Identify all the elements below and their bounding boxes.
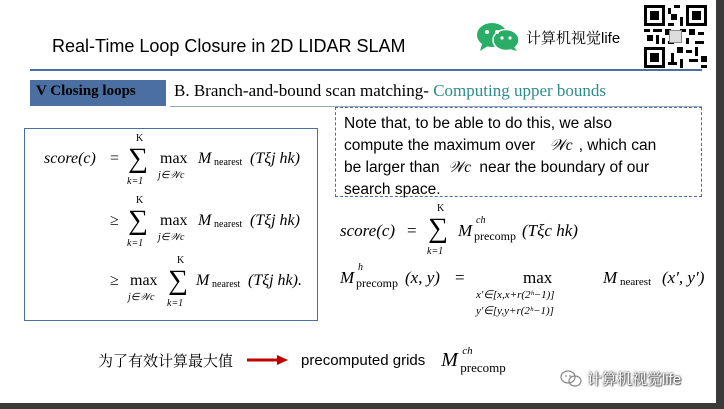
equals-sign: = bbox=[110, 150, 120, 167]
sum-sign: ∑ bbox=[428, 213, 448, 244]
equals-sign: = bbox=[455, 268, 465, 287]
max-subscript: j∈𝒲c bbox=[158, 170, 185, 181]
m-nearest: M bbox=[603, 268, 618, 287]
sum-lower: k=1 bbox=[127, 176, 144, 187]
slide-title: Real-Time Loop Closure in 2D LIDAR SLAM bbox=[52, 36, 406, 56]
h-sup: h bbox=[358, 262, 363, 273]
note-line-4: search space. bbox=[344, 181, 441, 198]
sum-sign: ∑ bbox=[168, 265, 188, 296]
max-operator: max bbox=[130, 272, 158, 289]
note-line-3: be larger than 𝒲c near the boundary of our bbox=[344, 159, 650, 176]
sum-sign: ∑ bbox=[128, 143, 148, 174]
xy-arg: (x, y) bbox=[405, 268, 440, 287]
score-lhs: score(c) bbox=[44, 150, 96, 167]
subtitle-prefix: B. Branch-and-bound scan matching- bbox=[174, 81, 429, 100]
brand-text: 计算机视觉life bbox=[526, 29, 621, 47]
precomp-sub: precomp bbox=[356, 276, 398, 290]
m-nearest: M bbox=[196, 272, 210, 289]
bottom-english-text: precomputed grids bbox=[301, 351, 426, 369]
nearest-sub: nearest bbox=[214, 157, 243, 168]
note-line-2: compute the maximum over 𝒲c , which can bbox=[344, 137, 657, 154]
sum-upper: K bbox=[136, 133, 144, 144]
equals-sign: = bbox=[407, 221, 417, 240]
arg-3: (Tξj hk). bbox=[248, 272, 302, 289]
sum-sign: ∑ bbox=[128, 205, 148, 236]
score-lhs: score(c) bbox=[340, 221, 396, 240]
bottom-annotation bbox=[98, 345, 521, 375]
precomp-grid-symbol: M ch precomp bbox=[441, 345, 506, 375]
sum-lower: k=1 bbox=[427, 246, 444, 257]
max-operator: max bbox=[160, 150, 188, 167]
watermark-text: 计算机视觉life bbox=[587, 371, 682, 388]
max-operator: max bbox=[160, 212, 188, 229]
title-divider bbox=[30, 69, 702, 71]
max-subscript: j∈𝒲c bbox=[128, 292, 155, 303]
w-bar-symbol: 𝒲c bbox=[549, 137, 573, 154]
sum-upper: K bbox=[136, 195, 144, 206]
m-nearest: M bbox=[198, 212, 212, 229]
wechat-icon bbox=[476, 22, 520, 52]
ch-sup: ch bbox=[476, 215, 486, 226]
geq-sign: ≥ bbox=[110, 272, 119, 289]
sum-lower: k=1 bbox=[127, 238, 144, 249]
section-label: V Closing loops bbox=[36, 83, 136, 99]
x-range: x′∈[x,x+r(2ʰ−1)] bbox=[476, 289, 555, 301]
arg-precomp: (Tξc hk) bbox=[522, 221, 578, 240]
window-edge-bottom bbox=[0, 403, 724, 409]
arg-2: (Tξj hk) bbox=[250, 212, 300, 229]
max-operator: max bbox=[523, 268, 553, 287]
nearest-sub: nearest bbox=[212, 279, 241, 290]
sum-upper: K bbox=[177, 255, 185, 266]
w-bar-symbol: 𝒲c bbox=[447, 159, 472, 176]
m-nearest: M bbox=[198, 150, 212, 167]
xpyp-arg: (x′, y′) bbox=[662, 268, 705, 287]
max-subscript: j∈𝒲c bbox=[158, 232, 185, 243]
precomp-sub: precomp bbox=[474, 229, 516, 243]
subtitle-highlight: Computing upper bounds bbox=[433, 81, 607, 100]
qr-code bbox=[644, 5, 707, 68]
bottom-chinese-text: 为了有效计算最大值 bbox=[98, 352, 234, 370]
subtitle bbox=[174, 81, 606, 101]
wechat-watermark-icon bbox=[560, 370, 582, 388]
note-line-1: Note that, to be able to do this, we also bbox=[344, 115, 612, 132]
arg-1: (Tξj hk) bbox=[250, 150, 300, 167]
arrow-right-icon bbox=[245, 353, 289, 367]
y-range: y′∈[y,y+r(2ʰ−1)] bbox=[476, 305, 554, 317]
brand-badge bbox=[476, 22, 620, 52]
watermark bbox=[560, 368, 681, 389]
geq-sign: ≥ bbox=[110, 212, 119, 229]
nearest-sub: nearest bbox=[214, 219, 243, 230]
note-box bbox=[335, 107, 702, 197]
window-edge-right bbox=[716, 0, 724, 409]
m-precomp: M bbox=[458, 221, 473, 240]
sum-lower: k=1 bbox=[167, 298, 184, 309]
sum-upper: K bbox=[437, 203, 445, 214]
m-precomp: M bbox=[340, 268, 355, 287]
nearest-sub: nearest bbox=[620, 276, 652, 288]
